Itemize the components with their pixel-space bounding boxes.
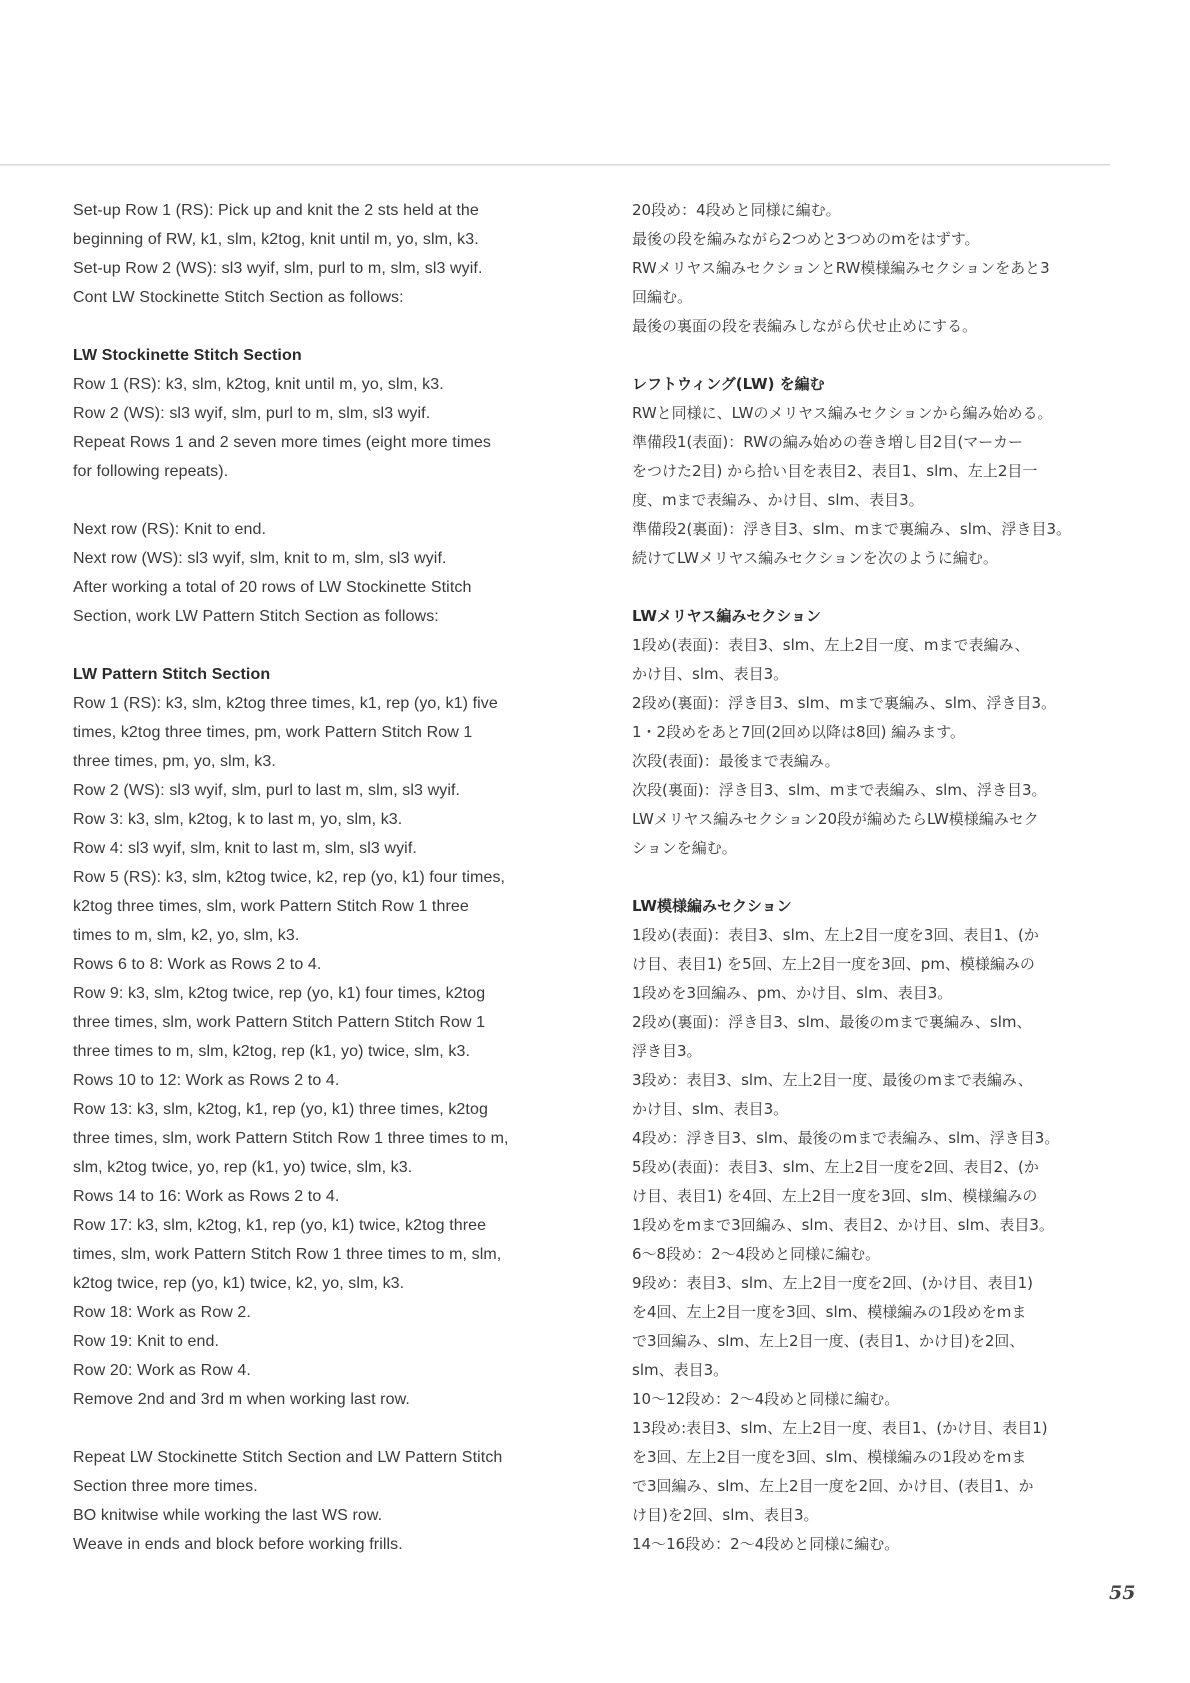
text-line: Row 9: k3, slm, k2tog twice, rep (yo, k1) four times, k2tog bbox=[73, 985, 486, 1002]
text-line: 2段め(裏面)：浮き目3、slm、最後のmまで裏編み、slm、 bbox=[632, 1013, 1032, 1031]
jp-stockinette-rows bbox=[632, 631, 1110, 863]
pattern-section-heading: LW Pattern Stitch Section bbox=[73, 666, 271, 683]
english-instructions-column bbox=[73, 196, 563, 1559]
text-line: three times, pm, yo, slm, k3. bbox=[73, 753, 276, 770]
text-line: で3回編み、slm、左上2目一度を2回、かけ目、(表目1、か bbox=[632, 1477, 1034, 1495]
text-line: け目、表目1) を5回、左上2目一度を3回、pm、模様編みの bbox=[632, 955, 1035, 973]
text-line: 続けてLWメリヤス編みセクションを次のように編む。 bbox=[632, 549, 998, 567]
page-number: 55 bbox=[1109, 1582, 1136, 1604]
text-line: で3回編み、slm、左上2目一度、(表目1、かけ目)を2回、 bbox=[632, 1332, 1025, 1350]
left-wing-heading: レフトウィング(LW) を編む bbox=[632, 375, 825, 393]
text-line: Cont LW Stockinette Stitch Section as follows: bbox=[73, 289, 404, 306]
text-line: かけ目、slm、表目3。 bbox=[632, 665, 789, 683]
text-line: Row 1 (RS): k3, slm, k2tog three times, k1, rep (yo, k1) five bbox=[73, 695, 498, 712]
jp-pattern-rows bbox=[632, 921, 1110, 1559]
text-line: 1段めを3回編み、pm、かけ目、slm、表目3。 bbox=[632, 984, 953, 1002]
text-line: 9段め：表目3、slm、左上2目一度を2回、(かけ目、表目1) bbox=[632, 1274, 1034, 1292]
text-line: Row 17: k3, slm, k2tog, k1, rep (yo, k1) twice, k2tog three bbox=[73, 1217, 487, 1234]
text-line: Next row (WS): sl3 wyif, slm, knit to m, slm, sl3 wyif. bbox=[73, 550, 447, 567]
text-line: Row 5 (RS): k3, slm, k2tog twice, k2, rep (yo, k1) four times, bbox=[73, 869, 506, 886]
text-line: RWと同様に、LWのメリヤス編みセクションから編み始める。 bbox=[632, 404, 1053, 422]
text-line: 1段めをmまで3回編み、slm、表目2、かけ目、slm、表目3。 bbox=[632, 1216, 1054, 1234]
text-line: 14～16段め：2～4段めと同様に編む。 bbox=[632, 1535, 900, 1553]
text-line: 次段(表面)：最後まで表編み。 bbox=[632, 752, 840, 770]
text-line: Row 2 (WS): sl3 wyif, slm, purl to last m, slm, sl3 wyif. bbox=[73, 782, 461, 799]
text-line: 最後の段を編みながら2つめと3つめのmをはずす。 bbox=[632, 230, 980, 248]
text-line: 最後の裏面の段を表編みしながら伏せ止めにする。 bbox=[632, 317, 978, 335]
text-line: 度、mまで表編み、かけ目、slm、表目3。 bbox=[632, 491, 924, 509]
text-line: Row 4: sl3 wyif, slm, knit to last m, slm, sl3 wyif. bbox=[73, 840, 417, 857]
text-line: BO knitwise while working the last WS row. bbox=[73, 1507, 383, 1524]
text-line: Row 18: Work as Row 2. bbox=[73, 1304, 251, 1321]
text-line: LWメリヤス編みセクション20段が編めたらLW模様編みセク bbox=[632, 810, 1039, 828]
pattern-rows bbox=[73, 689, 563, 1414]
text-line: 5段め(表面)：表目3、slm、左上2目一度を2回、表目2、(か bbox=[632, 1158, 1039, 1176]
japanese-instructions-column bbox=[632, 196, 1110, 1559]
text-line: times to m, slm, k2, yo, slm, k3. bbox=[73, 927, 300, 944]
closing-rows bbox=[73, 1443, 563, 1559]
text-line: 6～8段め：2～4段めと同様に編む。 bbox=[632, 1245, 881, 1263]
text-line: Rows 10 to 12: Work as Rows 2 to 4. bbox=[73, 1072, 340, 1089]
text-line: Repeat LW Stockinette Stitch Section and LW Pattern Stitch bbox=[73, 1449, 503, 1466]
text-line: を3回、左上2目一度を3回、slm、模様編みの1段めをmま bbox=[632, 1448, 1027, 1466]
text-line: Row 3: k3, slm, k2tog, k to last m, yo, slm, k3. bbox=[73, 811, 403, 828]
stockinette-section-heading: LW Stockinette Stitch Section bbox=[73, 347, 302, 364]
text-line: RWメリヤス編みセクションとRW模様編みセクションをあと3 bbox=[632, 259, 1050, 277]
text-line: Set-up Row 2 (WS): sl3 wyif, slm, purl to m, slm, sl3 wyif. bbox=[73, 260, 483, 277]
text-line: slm、表目3。 bbox=[632, 1361, 729, 1379]
text-line: Row 20: Work as Row 4. bbox=[73, 1362, 251, 1379]
text-line: 3段め：表目3、slm、左上2目一度、最後のmまで表編み、 bbox=[632, 1071, 1033, 1089]
text-line: Row 13: k3, slm, k2tog, k1, rep (yo, k1) three times, k2tog bbox=[73, 1101, 488, 1118]
text-line: 1段め(表面)：表目3、slm、左上2目一度を3回、表目1、(か bbox=[632, 926, 1039, 944]
top-divider-rule bbox=[0, 164, 1110, 165]
text-line: Next row (RS): Knit to end. bbox=[73, 521, 266, 538]
left-wing-rows bbox=[632, 399, 1110, 573]
text-line: Repeat Rows 1 and 2 seven more times (eight more times bbox=[73, 434, 492, 451]
text-line: three times, slm, work Pattern Stitch Pattern Stitch Row 1 bbox=[73, 1014, 486, 1031]
text-line: かけ目、slm、表目3。 bbox=[632, 1100, 789, 1118]
text-line: Remove 2nd and 3rd m when working last row. bbox=[73, 1391, 410, 1408]
text-line: three times to m, slm, k2tog, rep (k1, yo) twice, slm, k3. bbox=[73, 1043, 471, 1060]
text-line: Section three more times. bbox=[73, 1478, 258, 1495]
text-line: 準備段1(表面)：RWの編み始めの巻き増し目2目(マーカー bbox=[632, 433, 1023, 451]
text-line: Row 2 (WS): sl3 wyif, slm, purl to m, slm, sl3 wyif. bbox=[73, 405, 431, 422]
text-line: 4段め：浮き目3、slm、最後のmまで表編み、slm、浮き目3。 bbox=[632, 1129, 1060, 1147]
text-line: Set-up Row 1 (RS): Pick up and knit the 2 sts held at the bbox=[73, 202, 479, 219]
text-line: け目)を2回、slm、表目3。 bbox=[632, 1506, 819, 1524]
text-line: 20段め：4段めと同様に編む。 bbox=[632, 201, 841, 219]
text-line: 準備段2(裏面)：浮き目3、slm、mまで裏編み、slm、浮き目3。 bbox=[632, 520, 1072, 538]
text-line: k2tog three times, slm, work Pattern Stitch Row 1 three bbox=[73, 898, 469, 915]
text-line: times, slm, work Pattern Stitch Row 1 three times to m, slm, bbox=[73, 1246, 502, 1263]
text-line: ションを編む。 bbox=[632, 839, 737, 857]
text-line: 2段め(裏面)：浮き目3、slm、mまで裏編み、slm、浮き目3。 bbox=[632, 694, 1057, 712]
text-line: times, k2tog three times, pm, work Pattern Stitch Row 1 bbox=[73, 724, 473, 741]
text-line: Weave in ends and block before working frills. bbox=[73, 1536, 403, 1553]
text-line: 13段め:表目3、slm、左上2目一度、表目1、(かけ目、表目1) bbox=[632, 1419, 1048, 1437]
text-line: Rows 6 to 8: Work as Rows 2 to 4. bbox=[73, 956, 322, 973]
text-line: for following repeats). bbox=[73, 463, 229, 480]
text-line: Row 1 (RS): k3, slm, k2tog, knit until m, yo, slm, k3. bbox=[73, 376, 444, 393]
text-line: After working a total of 20 rows of LW Stockinette Stitch bbox=[73, 579, 472, 596]
text-line: Rows 14 to 16: Work as Rows 2 to 4. bbox=[73, 1188, 340, 1205]
text-line: beginning of RW, k1, slm, k2tog, knit until m, yo, slm, k3. bbox=[73, 231, 479, 248]
text-line: 次段(裏面)：浮き目3、slm、mまで表編み、slm、浮き目3。 bbox=[632, 781, 1047, 799]
text-line: 1段め(表面)：表目3、slm、左上2目一度、mまで表編み、 bbox=[632, 636, 1030, 654]
jp-stockinette-heading: LWメリヤス編みセクション bbox=[632, 607, 822, 625]
text-line: け目、表目1) を4回、左上2目一度を3回、slm、模様編みの bbox=[632, 1187, 1038, 1205]
stockinette-rows bbox=[73, 370, 563, 486]
text-line: を4回、左上2目一度を3回、slm、模様編みの1段めをmま bbox=[632, 1303, 1027, 1321]
text-line: 10～12段め：2～4段めと同様に編む。 bbox=[632, 1390, 900, 1408]
text-line: 1・2段めをあと7回(2回め以降は8回) 編みます。 bbox=[632, 723, 965, 741]
setup-rows bbox=[73, 196, 563, 312]
text-line: Section, work LW Pattern Stitch Section as follows: bbox=[73, 608, 439, 625]
text-line: k2tog twice, rep (yo, k1) twice, k2, yo, slm, k3. bbox=[73, 1275, 405, 1292]
rw-closing-rows bbox=[632, 196, 1110, 341]
text-line: slm, k2tog twice, yo, rep (k1, yo) twice, slm, k3. bbox=[73, 1159, 413, 1176]
text-line: Row 19: Knit to end. bbox=[73, 1333, 220, 1350]
text-line: 回編む。 bbox=[632, 288, 693, 306]
next-rows bbox=[73, 515, 563, 631]
text-line: をつけた2目) から拾い目を表目2、表目1、slm、左上2目一 bbox=[632, 462, 1038, 480]
text-line: three times, slm, work Pattern Stitch Row 1 three times to m, bbox=[73, 1130, 509, 1147]
jp-pattern-heading: LW模様編みセクション bbox=[632, 897, 792, 915]
text-line: 浮き目3。 bbox=[632, 1042, 702, 1060]
